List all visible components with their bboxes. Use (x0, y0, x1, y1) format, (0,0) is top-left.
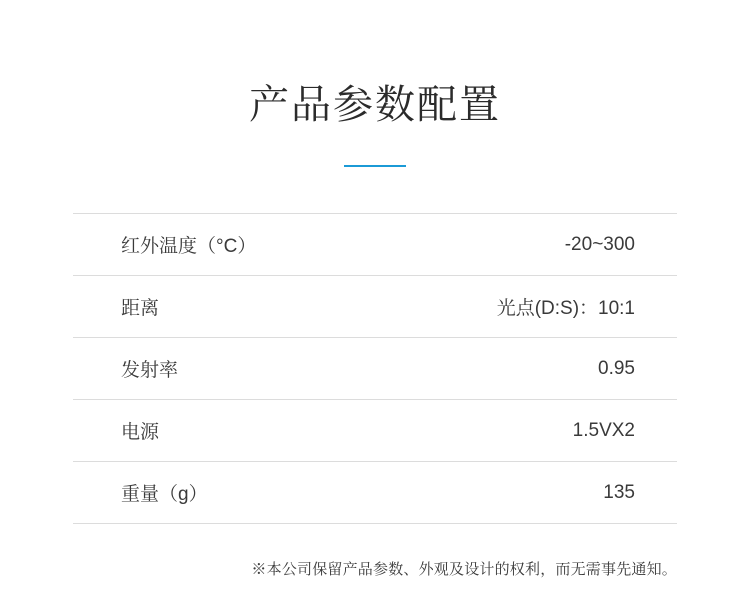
spec-label: 距离 (121, 298, 160, 319)
table-row (73, 338, 677, 400)
table-row (73, 462, 677, 524)
spec-table (73, 213, 677, 524)
disclaimer-note: ※本公司保留产品参数、外观及设计的权利，而无需事先通知。 (251, 561, 677, 578)
table-row (73, 276, 677, 338)
spec-value: 135 (603, 481, 635, 503)
table-row (73, 214, 677, 276)
spec-value: 0.95 (598, 357, 635, 379)
spec-label: 重量（g） (121, 484, 208, 505)
table-row (73, 400, 677, 462)
page-title: 产品参数配置 (249, 83, 501, 127)
spec-value: 1.5VX2 (572, 419, 635, 441)
spec-value: 光点(D:S)：10:1 (496, 298, 635, 319)
spec-label: 发射率 (121, 360, 179, 381)
title-underline-divider (344, 165, 406, 167)
spec-value: -20~300 (564, 233, 635, 255)
spec-label: 红外温度（°C） (121, 236, 257, 257)
spec-label: 电源 (121, 422, 160, 443)
